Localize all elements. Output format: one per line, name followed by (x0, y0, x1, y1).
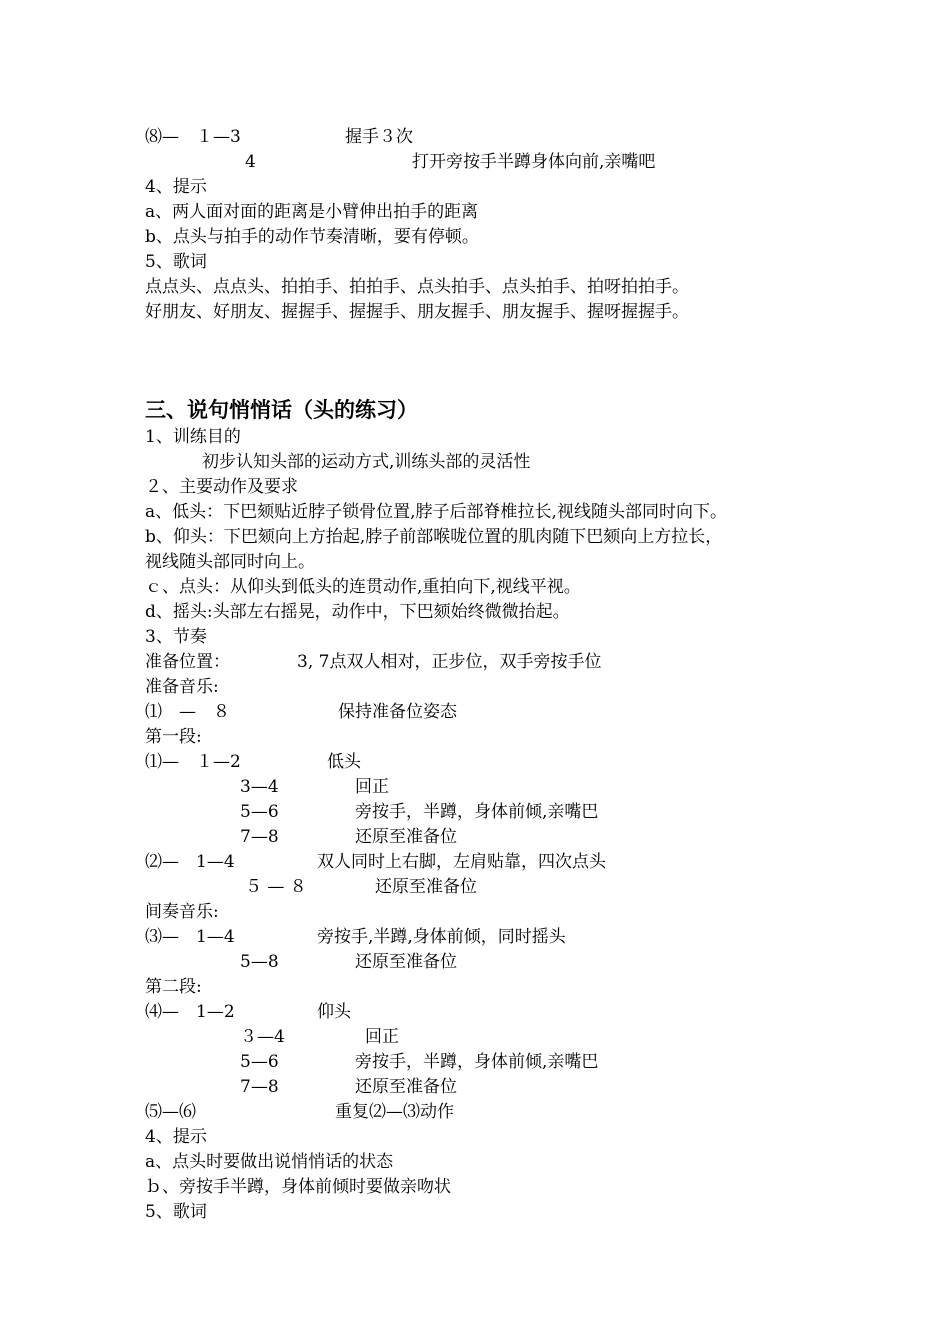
action-text: 回正 (365, 1027, 399, 1047)
lyrics-line: 好朋友、好朋友、握握手、握握手、朋友握手、朋友握手、握呀握握手。 (145, 302, 689, 322)
action-text: 双人同时上右脚，左肩贴靠，四次点头 (317, 852, 606, 872)
count-label: ⑻— １—3 (145, 127, 241, 147)
count-label: 4 (245, 152, 256, 172)
move-item: ｃ、点头：从仰头到低头的连贯动作,重拍向下,视线平视。 (145, 577, 581, 597)
section-title: 三、说句悄悄话（头的练习） (145, 397, 418, 422)
count-label: ⑷— 1—2 (145, 1002, 235, 1022)
label: 第一段: (145, 727, 202, 747)
action-text: 低头 (327, 752, 361, 772)
tip-item: a、两人面对面的距离是小臂伸出拍手的距离 (145, 202, 479, 222)
count-label: ⑸—⑹ (145, 1102, 196, 1122)
count-label: ⑴ — ８ (145, 702, 230, 722)
move-item: d、摇头:头部左右摇晃，动作中，下巴颏始终微微抬起。 (145, 602, 570, 622)
count-label: ５ — ８ (245, 877, 307, 897)
lyrics-heading: 5、歌词 (145, 252, 207, 272)
count-label: 5—8 (240, 952, 279, 972)
count-label: ⑴— １—2 (145, 752, 241, 772)
label: 准备音乐: (145, 677, 219, 697)
tip-item: b、点头与拍手的动作节奏清晰，要有停顿。 (145, 227, 479, 247)
action-text: 还原至准备位 (375, 877, 477, 897)
label: 准备位置： (145, 652, 230, 672)
count-label: 5—6 (240, 802, 279, 822)
action-text: 还原至准备位 (355, 952, 457, 972)
action-text: 旁按手，半蹲，身体前倾,亲嘴巴 (355, 802, 599, 822)
subheading: 3、节奏 (145, 627, 207, 647)
tip-item: ｂ、旁按手半蹲，身体前倾时要做亲吻状 (145, 1177, 451, 1197)
move-item: a、低头：下巴颏贴近脖子锁骨位置,脖子后部脊椎拉长,视线随头部同时向下。 (145, 502, 727, 522)
count-label: 7—8 (240, 1077, 279, 1097)
count-label: ３—4 (240, 1027, 285, 1047)
action-text: 旁按手,半蹲,身体前倾，同时摇头 (317, 927, 566, 947)
lyrics-line: 点点头、点点头、拍拍手、拍拍手、点头拍手、点头拍手、拍呀拍拍手。 (145, 277, 689, 297)
action-text: 重复⑵—⑶动作 (335, 1102, 454, 1122)
tips-heading: 4、提示 (145, 1127, 207, 1147)
paragraph: 初步认知头部的运动方式,训练头部的灵活性 (202, 452, 531, 472)
move-item-cont: 视线随头部同时向上。 (145, 552, 315, 572)
move-item: b、仰头：下巴颏向上方抬起,脖子前部喉咙位置的肌肉随下巴颏向上方拉长， (145, 527, 723, 547)
action-text: 旁按手，半蹲，身体前倾,亲嘴巴 (355, 1052, 599, 1072)
action-text: 握手３次 (345, 127, 413, 147)
label: 第二段: (145, 977, 202, 997)
action-text: 保持准备位姿态 (338, 702, 457, 722)
subheading: 1、训练目的 (145, 427, 241, 447)
action-text: 还原至准备位 (355, 1077, 457, 1097)
tips-heading: 4、提示 (145, 177, 207, 197)
count-label: 3—4 (240, 777, 279, 797)
count-label: 7—8 (240, 827, 279, 847)
action-text: 回正 (355, 777, 389, 797)
tip-item: a、点头时要做出说悄悄话的状态 (145, 1152, 394, 1172)
action-text: 打开旁按手半蹲身体向前,亲嘴吧 (412, 152, 656, 172)
count-label: 5—6 (240, 1052, 279, 1072)
count-label: ⑵— 1—4 (145, 852, 235, 872)
lyrics-heading: 5、歌词 (145, 1202, 207, 1222)
paragraph: 3, 7点双人相对，正步位，双手旁按手位 (297, 652, 602, 672)
action-text: 还原至准备位 (355, 827, 457, 847)
action-text: 仰头 (317, 1002, 351, 1022)
subheading: ２、主要动作及要求 (145, 477, 298, 497)
label: 间奏音乐: (145, 902, 219, 922)
count-label: ⑶— 1—4 (145, 927, 235, 947)
